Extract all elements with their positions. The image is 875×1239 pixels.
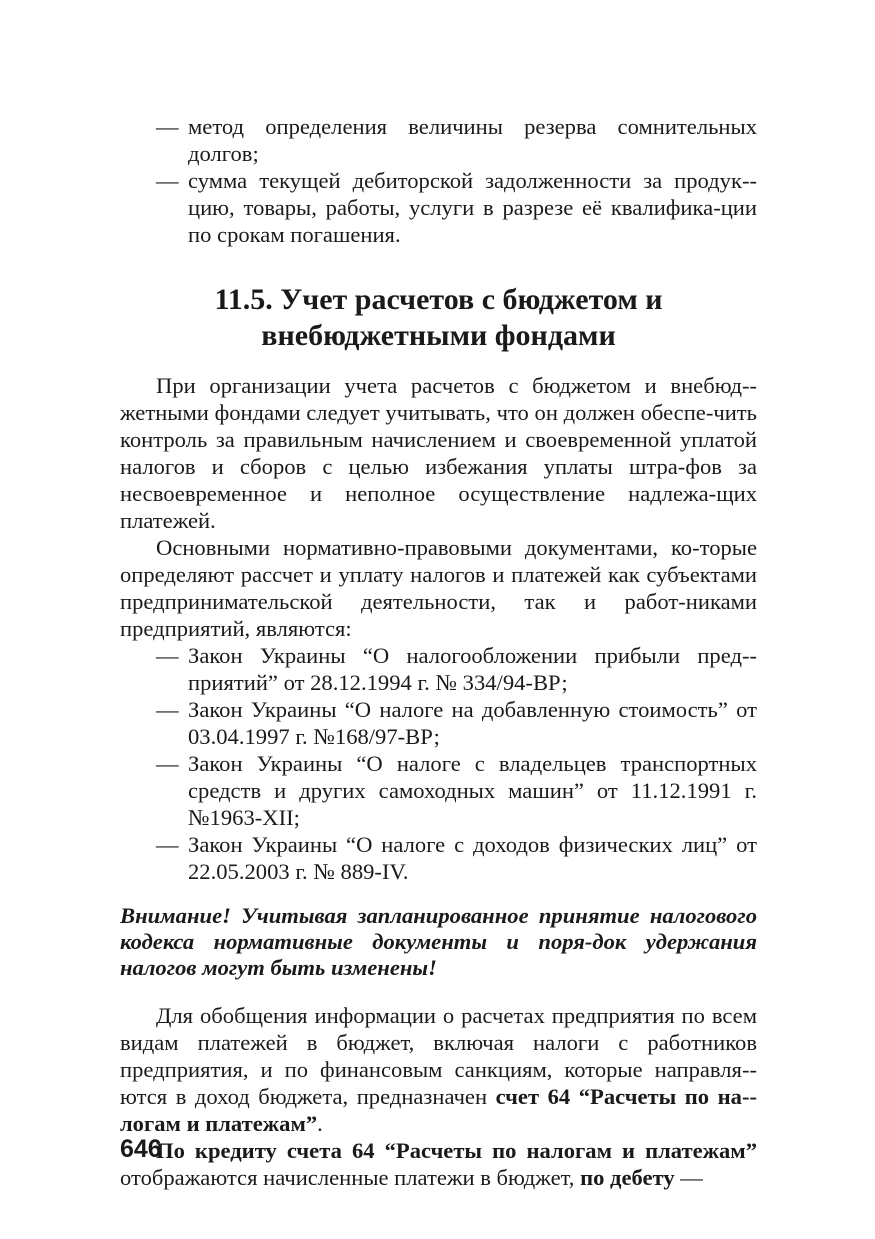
debit-text: — <box>674 1165 703 1190</box>
account-paragraph-end: . <box>317 1111 323 1136</box>
account-paragraph-text: Для обобщения информации о расчетах предприятия по всем видам платежей в бюджет, включая налоги с работников предприятия, и по финансовым санкциям, которые направля-ются в доход бюджета, предназначен <box>120 1003 757 1109</box>
list-item: — Закон Украины “О налоге с владельцев транспортных средств и других самоходных машин” от 11.12.1991 г. №1963-XII; <box>120 750 757 831</box>
laws-list <box>120 642 757 885</box>
debit-label: по дебету <box>580 1165 675 1190</box>
criteria-list <box>120 113 757 248</box>
list-item: — Закон Украины “О налоге с доходов физических лиц” от 22.05.2003 г. № 889-IV. <box>120 831 757 885</box>
section-heading-line-2: внебюджетными фондами <box>261 319 616 352</box>
credit-text: отображаются начисленные платежи в бюджет, <box>120 1165 581 1190</box>
warning-notice: Внимание! Учитывая запланированное принятие налогового кодекса нормативные документы и поря-док удержания налогов могут быть изменены! <box>120 903 757 980</box>
list-item: — Закон Украины “О налоге на добавленную стоимость” от 03.04.1997 г. №168/97-ВР; <box>120 696 757 750</box>
list-item: — метод определения величины резерва сомнительных долгов; <box>120 113 757 167</box>
list-item: — Закон Украины “О налогообложении прибыли пред-приятий” от 28.12.1994 г. № 334/94-ВР; <box>120 642 757 696</box>
page-content <box>120 113 757 1191</box>
intro-paragraph: При организации учета расчетов с бюджетом и внебюд-жетными фондами следует учитывать, что он должен обеспе-чить контроль за правильным начислением и своевременной уплатой налогов и сборов с целью избежания уплаты штра-фов за несвоевременное и неполное осуществление надлежа-щих платежей. <box>120 373 757 533</box>
list-item: — сумма текущей дебиторской задолженности за продук-цию, товары, работы, услуги в разрезе её квалифика-ции по срокам погашения. <box>120 167 757 248</box>
credit-label: По кредиту счета 64 “Расчеты по налогам и платежам” <box>156 1138 757 1163</box>
account-paragraph <box>120 1002 757 1137</box>
documents-paragraph: Основными нормативно-правовыми документами, ко-торые определяют рассчет и уплату налогов и платежей как субъектами предпринимательской деятельности, так и работ-никами предприятий, являются: <box>120 535 757 641</box>
section-heading <box>120 282 757 354</box>
section-heading-line-1: 11.5. Учет расчетов с бюджетом и <box>214 283 663 316</box>
account-name: счет 64 “Расчеты по на-логам и платежам” <box>120 1084 757 1136</box>
page-number: 646 <box>120 1135 162 1163</box>
credit-paragraph <box>120 1137 757 1191</box>
